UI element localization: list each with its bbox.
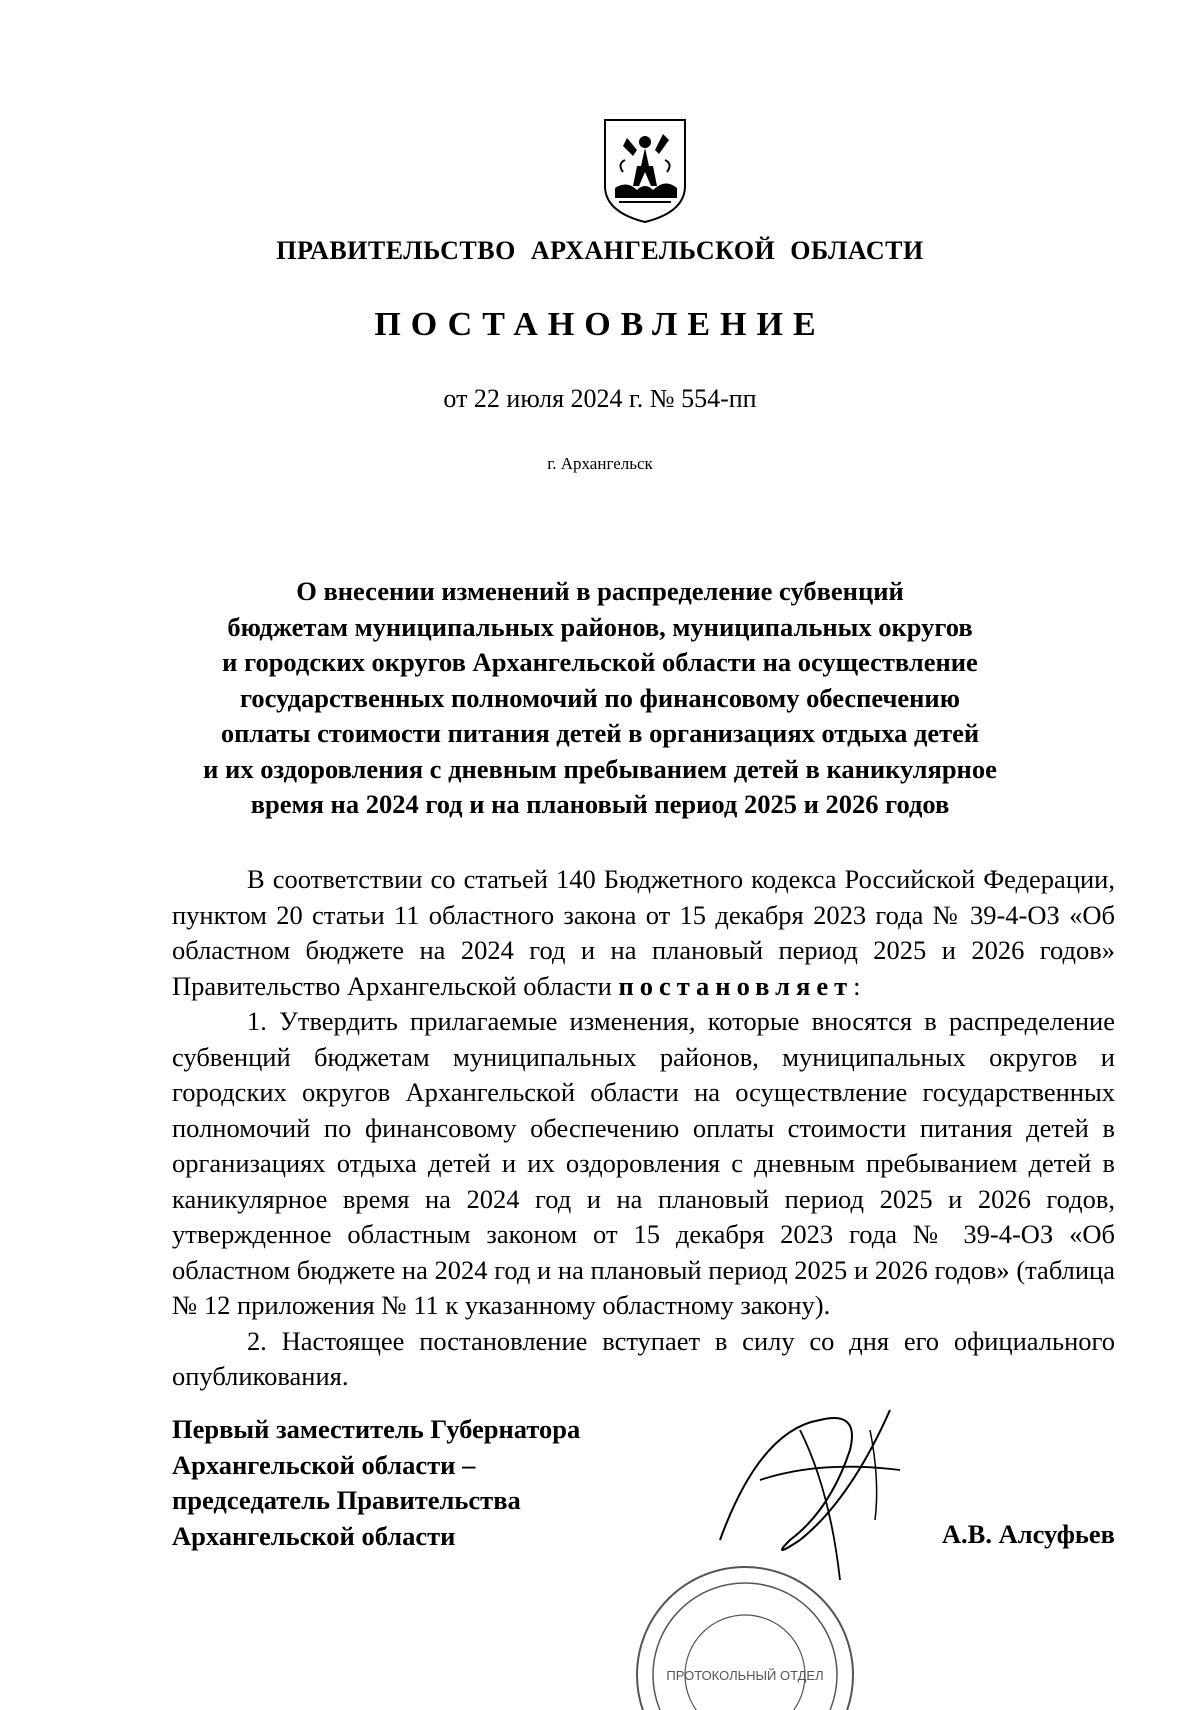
title-line: О внесении изменений в распределение субвенций	[296, 576, 904, 606]
stamp-text: ПРОТОКОЛЬНЫЙ ОТДЕЛ	[666, 1668, 824, 1683]
signer-position-line: председатель Правительства	[172, 1485, 521, 1515]
item-1-paragraph: 1. Утвердить прилагаемые изменения, которые вносятся в распределение субвенций бюджетам муниципальных районов, муниципальных округов и городских округов Архангельской области на осуществление государственных полномочий по финансовому обеспечению оплаты стоимости питания детей в организациях отдыха детей и их оздоровления с дневным пребыванием детей в каникулярное время на 2024 год и на плановый период 2025 и 2026 годов, утвержденное областным законом от 15 декабря 2023 года № 39-4-ОЗ «Об областном бюджете на 2024 год и на плановый период 2025 и 2026 годов» (таблица № 12 приложения № 11 к указанному областному закону).	[172, 1006, 1115, 1320]
government-name: ПРАВИТЕЛЬСТВО АРХАНГЕЛЬСКОЙ ОБЛАСТИ	[276, 236, 924, 265]
document-body	[172, 862, 1115, 1395]
document-type: ПОСТАНОВЛЕНИЕ	[374, 306, 826, 343]
official-stamp-icon	[630, 1560, 860, 1710]
coat-of-arms-icon	[597, 116, 693, 226]
preamble-paragraph	[172, 862, 1115, 1004]
signer-name: А.В. Алсуфьев	[941, 1519, 1115, 1549]
item-2-paragraph: 2. Настоящее постановление вступает в силу со дня его официального опубликования.	[172, 1325, 1115, 1391]
signer-position-line: Архангельской области –	[172, 1449, 476, 1480]
title-line: бюджетам муниципальных районов, муниципальных округов	[227, 611, 973, 642]
document-city: г. Архангельск	[547, 454, 653, 473]
signer-position-line: Архангельской области	[172, 1520, 456, 1551]
document-date-number: от 22 июля 2024 г. № 554-пп	[443, 384, 757, 413]
title-line: и их оздоровления с дневным пребыванием детей в каникулярное	[203, 753, 997, 784]
document-title	[150, 574, 1050, 823]
title-line: государственных полномочий по финансовому обеспечению	[240, 682, 960, 713]
signer-position-line: Первый заместитель Губернатора	[172, 1414, 581, 1444]
decree-colon: :	[853, 970, 861, 1001]
decree-word: постановляет	[618, 970, 854, 1001]
title-line: и городских округов Архангельской области на осуществление	[222, 647, 978, 677]
preamble-text: В соответствии со статьей 140 Бюджетного кодекса Российской Федерации, пунктом 20 статьи 11 областного закона от 15 декабря 2023 года № 39-4-ОЗ «Об областном бюджете на 2024 год и на плановый период 2025 и 2026 годов» Правительство Архангельской области	[172, 864, 1115, 1001]
title-line: оплаты стоимости питания детей в организациях отдыха детей	[220, 718, 980, 748]
title-line: время на 2024 год и на плановый период 2025 и 2026 годов	[250, 789, 950, 819]
signer-position	[172, 1412, 692, 1554]
